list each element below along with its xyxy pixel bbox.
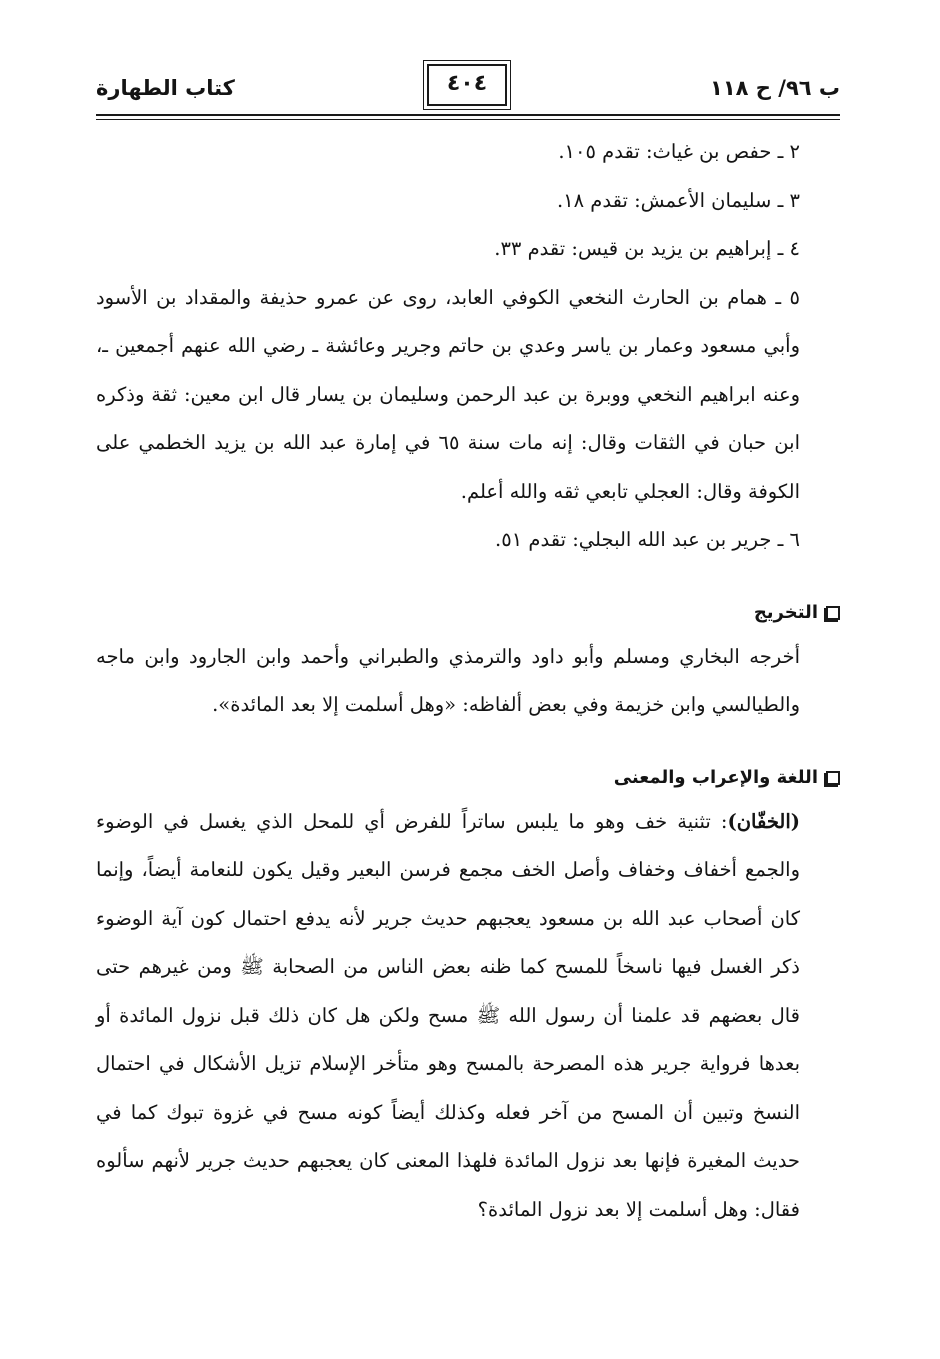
narrator-entry: ٦ ـ جرير بن عبد الله البجلي: تقدم ٥١. xyxy=(495,528,800,551)
narrator-entry: ٢ ـ حفص بن غياث: تقدم ١٠٥. xyxy=(558,140,800,163)
narrator-entry-hammam: ٥ ـ همام بن الحارث النخعي الكوفي العابد، روى عن عمرو حذيفة والمقداد بن الأسود وأبي مسعود وعمار بن ياسر وعدي بن حاتم وجرير وعائشة ـ رضي الله عنهم أجمعين ـ، وعنه ابراهيم النخعي ووبرة بن عبد الرحمن وسليمان بن يسار قال ابن معين: ثقة وذكره ابن حبان في الثقات وقال: إنه مات سنة ٦٥ في إمارة عبد الله بن يزيد الخطمي على الكوفة وقال: العجلي تابعي ثقه والله أعلم. xyxy=(96,285,800,503)
narrator-entry: ٣ ـ سليمان الأعمش: تقدم ١٨. xyxy=(556,188,800,212)
header-rule-thin xyxy=(96,119,840,120)
page-body xyxy=(96,128,840,1234)
square-bullet-icon xyxy=(826,771,840,785)
lugha-heading-label: اللغة والإعراب والمعنى xyxy=(613,766,818,788)
defined-term: (الخفّان) xyxy=(727,809,800,833)
book-title: كتاب الطهارة xyxy=(96,76,235,100)
narrator-entry: ٤ ـ إبراهيم بن يزيد بن قيس: تقدم ٣٣. xyxy=(494,237,800,260)
running-head xyxy=(96,64,840,116)
square-bullet-icon xyxy=(826,606,840,620)
takhrij-heading-label: التخريج xyxy=(753,601,818,623)
hadith-reference: ب ٩٦/ ح ١١٨ xyxy=(710,76,840,100)
takhrij-text: أخرجه البخاري ومسلم وأبو داود والترمذي والطبراني وأحمد وابن الجارود وابن ماجه والطيالسي وابن خزيمة وفي بعض ألفاظه: «وهل أسلمت إلا بعد المائدة». xyxy=(96,644,800,716)
lugha-text xyxy=(96,798,840,1235)
page-number: ٤٠٤ xyxy=(427,64,507,106)
lugha-body: : تثنية خف وهو ما يلبس ساتراً للفرض أي للمحل الذي يغسل في الوضوء والجمع أخفاف وخفاف وأصل الخف مجمع فرسن البعير وقيل يكون للنعامة أيضاً، وإنما كان أصحاب عبد الله بن مسعود يعجبهم حديث جرير لأنه يدفع احتمال كون آية الوضوء ذكر الغسل فيها ناسخاً للمسح كما ظنه بعض الناس من الصحابة ﷺ ومن غيرهم حتى قال بعضهم قد علمنا أن رسول الله ﷺ مسح ولكن هل كان ذلك قبل نزول المائدة أو بعدها فرواية جرير هذه المصرحة بالمسح وهو متأخر الإسلام تزيل الأشكال في احتمال النسخ وتبين أن المسح من آخر فعله وكذلك أيضاً كونه مسح في غزوة تبوك كما في حديث المغيرة فإنها بعد نزول المائدة فلهذا المعنى كان يعجبهم حديث جرير لأنهم سألوه فقال: وهل أسلمت إلا بعد نزول المائدة؟ xyxy=(96,809,800,1221)
lugha-heading xyxy=(96,758,840,798)
takhrij-heading xyxy=(96,593,840,633)
header-rule xyxy=(96,114,840,116)
